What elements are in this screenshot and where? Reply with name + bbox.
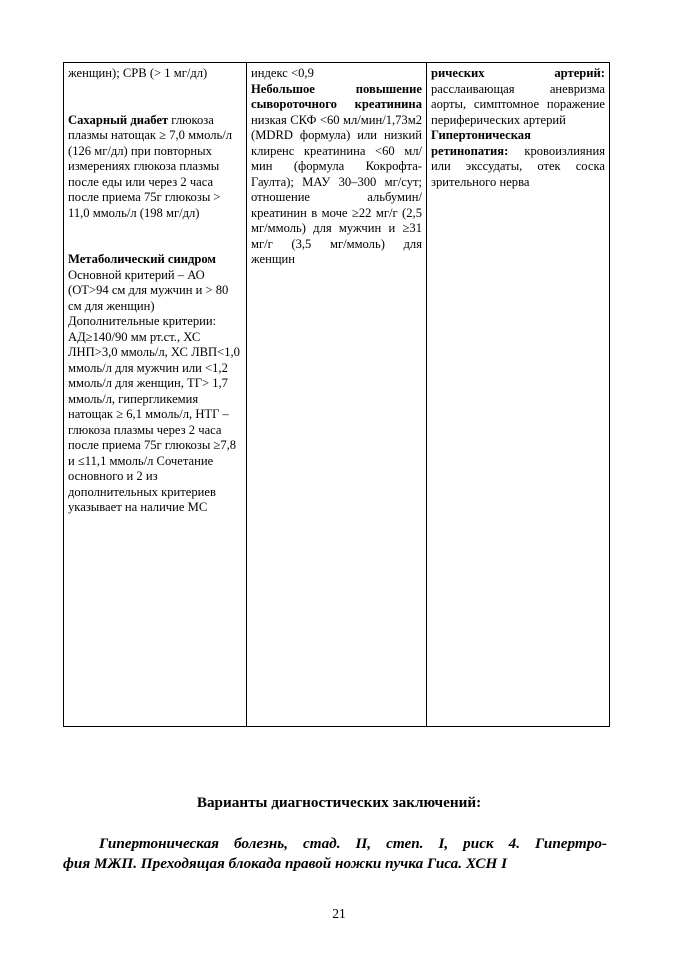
arteries-title: рических артерий: — [431, 66, 605, 80]
creatinine-title: Небольшое повышение сывороточного креатинина — [251, 81, 422, 111]
retinopathy-text: кровоизлияния или экссудаты, отек соска зрительного нерва — [431, 143, 605, 189]
table-cell-col3 — [427, 63, 610, 727]
metabolic-syndrome-text: Основной критерий – АО (ОТ>94 см для мужчин и > 80 см для женщин) Дополнительные критерии: АД≥140/90 мм рт.ст., ХС ЛНП>3,0 ммоль/л, ХС ЛВП<1,0 ммоль/л для мужчин или <1,2 ммоль/л для женщин, ТГ> 1,7 ммоль/л, гипергликемия натощак ≥ 6,1 ммоль/л, НТГ – глюкоза плазмы через 2 часа после приема 75г глюкозы ≥7,8 и ≤11,1 ммоль/л Сочетание основного и 2 из дополнительных критериев указывает на наличие МС — [68, 267, 240, 514]
page-number: 21 — [332, 906, 346, 921]
diabetes-text: глюкоза плазмы натощак ≥ 7,0 ммоль/л (126 мг/дл) при повторных измерениях глюкоза плазмы после еды или через 2 часа после приема 75г глюкозы > 11,0 ммоль/л (198 мг/дл) — [68, 112, 233, 220]
diabetes-paragraph — [68, 113, 242, 222]
creatinine-text: низкая СКФ <60 мл/мин/1,73м2 (MDRD формула) или низкий клиренс креатинина <60 мл/мин (формула Кокрофта-Гаулта); МАУ 30–300 мг/сут; отношение альбумин/креатинин в моче ≥22 мг/г (2,5 мг/ммоль) для мужчин и ≥31 мг/г (3,5 мг/ммоль) для женщин — [251, 112, 422, 266]
arteries-text: расслаивающая аневризма аорты, симптомное поражение периферических артерий — [431, 81, 605, 127]
conclusion-line-1: Гипертоническая болезнь, стад. II, степ. I, риск 4. Гипертро- — [99, 835, 607, 852]
index-text: индекс <0,9 — [251, 66, 314, 80]
diagnosis-conclusion — [63, 834, 607, 874]
crp-text: женщин); СРВ (> 1 мг/дл) — [68, 66, 208, 80]
retinopathy-paragraph — [431, 128, 605, 190]
table-cell-col1 — [64, 63, 247, 727]
metabolic-syndrome-title: Метаболический синдром — [68, 252, 216, 266]
creatinine-paragraph — [251, 82, 422, 268]
diabetes-title: Сахарный диабет — [68, 112, 169, 127]
criteria-table — [63, 62, 610, 727]
table-cell-col2 — [247, 63, 427, 727]
arteries-paragraph — [431, 66, 605, 128]
retinopathy-title: Гипертоническая ретинопатия: — [431, 128, 531, 158]
metabolic-syndrome-paragraph — [68, 252, 242, 516]
section-heading: Варианты диагностических заключений: — [196, 794, 482, 811]
conclusion-line-2: фия МЖП. Преходящая блокада правой ножки пучка Гиса. ХСН I — [63, 855, 508, 872]
